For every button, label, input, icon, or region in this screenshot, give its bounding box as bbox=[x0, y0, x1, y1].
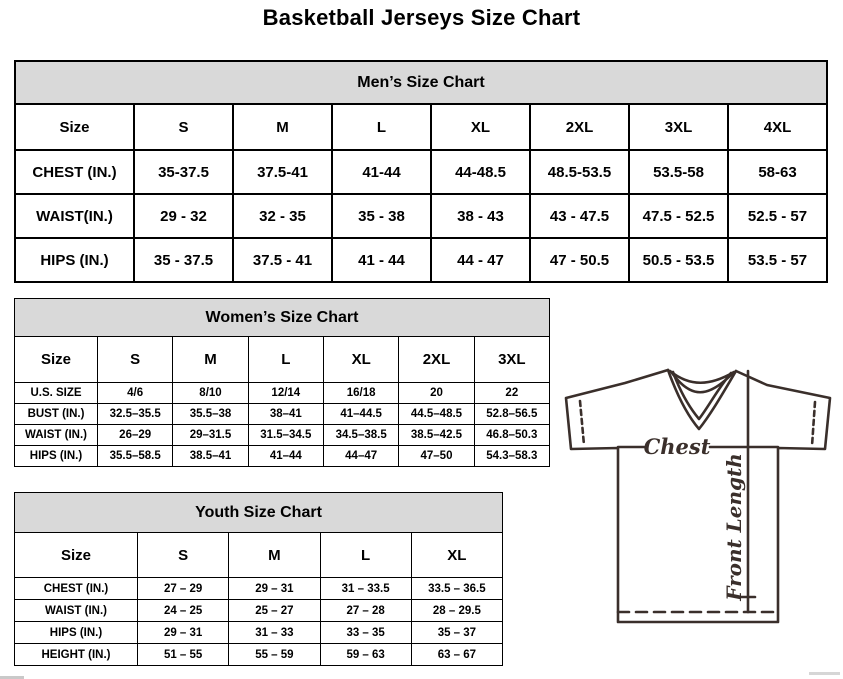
size-value-cell: 54.3–58.3 bbox=[474, 446, 549, 467]
size-value-cell: 33.5 – 36.5 bbox=[411, 578, 502, 600]
jersey-outline bbox=[566, 370, 830, 622]
size-value-cell: 44-48.5 bbox=[431, 150, 530, 194]
table-row bbox=[15, 446, 550, 467]
size-value-cell: 44.5–48.5 bbox=[399, 404, 474, 425]
column-header: XL bbox=[323, 337, 398, 383]
size-value-cell: 31.5–34.5 bbox=[248, 425, 323, 446]
size-value-cell: 8/10 bbox=[173, 383, 248, 404]
size-value-cell: 20 bbox=[399, 383, 474, 404]
size-value-cell: 47.5 - 52.5 bbox=[629, 194, 728, 238]
size-value-cell: 41-44 bbox=[332, 150, 431, 194]
size-value-cell: 29–31.5 bbox=[173, 425, 248, 446]
womens-size-table bbox=[14, 298, 550, 467]
column-header: L bbox=[332, 104, 431, 150]
size-value-cell: 41–44.5 bbox=[323, 404, 398, 425]
column-header: M bbox=[173, 337, 248, 383]
size-value-cell: 25 – 27 bbox=[229, 600, 320, 622]
size-value-cell: 51 – 55 bbox=[138, 644, 229, 666]
mens-size-table bbox=[14, 60, 828, 283]
size-value-cell: 52.5 - 57 bbox=[728, 194, 827, 238]
column-header: XL bbox=[411, 533, 502, 578]
size-value-cell: 53.5-58 bbox=[629, 150, 728, 194]
size-value-cell: 29 – 31 bbox=[229, 578, 320, 600]
size-value-cell: 38–41 bbox=[248, 404, 323, 425]
table-row bbox=[15, 622, 503, 644]
size-header-row bbox=[15, 104, 827, 150]
row-label: HEIGHT (IN.) bbox=[15, 644, 138, 666]
size-value-cell: 35-37.5 bbox=[134, 150, 233, 194]
size-value-cell: 47–50 bbox=[399, 446, 474, 467]
size-value-cell: 44 - 47 bbox=[431, 238, 530, 282]
size-value-cell: 22 bbox=[474, 383, 549, 404]
size-value-cell: 35.5–58.5 bbox=[98, 446, 173, 467]
column-header: 2XL bbox=[399, 337, 474, 383]
row-label: WAIST (IN.) bbox=[15, 600, 138, 622]
column-header: M bbox=[229, 533, 320, 578]
row-label: CHEST (IN.) bbox=[15, 578, 138, 600]
size-value-cell: 35 - 37.5 bbox=[134, 238, 233, 282]
size-value-cell: 41–44 bbox=[248, 446, 323, 467]
size-value-cell: 47 - 50.5 bbox=[530, 238, 629, 282]
column-header: L bbox=[320, 533, 411, 578]
size-value-cell: 44–47 bbox=[323, 446, 398, 467]
chest-label: Chest bbox=[643, 434, 711, 459]
left-cuff-dashed-seam bbox=[580, 401, 584, 445]
table-title-row bbox=[15, 61, 827, 104]
size-value-cell: 41 - 44 bbox=[332, 238, 431, 282]
table-row bbox=[15, 600, 503, 622]
size-value-cell: 53.5 - 57 bbox=[728, 238, 827, 282]
size-value-cell: 31 – 33.5 bbox=[320, 578, 411, 600]
column-header: 3XL bbox=[629, 104, 728, 150]
size-value-cell: 46.8–50.3 bbox=[474, 425, 549, 446]
size-value-cell: 16/18 bbox=[323, 383, 398, 404]
row-label: HIPS (IN.) bbox=[15, 446, 98, 467]
size-value-cell: 55 – 59 bbox=[229, 644, 320, 666]
size-value-cell: 26–29 bbox=[98, 425, 173, 446]
table-title-row bbox=[15, 299, 550, 337]
table-row bbox=[15, 238, 827, 282]
column-header: Size bbox=[15, 337, 98, 383]
table-row bbox=[15, 644, 503, 666]
table-row bbox=[15, 578, 503, 600]
table-row bbox=[15, 150, 827, 194]
size-value-cell: 37.5-41 bbox=[233, 150, 332, 194]
size-value-cell: 52.8–56.5 bbox=[474, 404, 549, 425]
size-value-cell: 27 – 29 bbox=[138, 578, 229, 600]
right-cuff-dashed-seam bbox=[812, 402, 815, 446]
size-value-cell: 24 – 25 bbox=[138, 600, 229, 622]
size-value-cell: 58-63 bbox=[728, 150, 827, 194]
size-value-cell: 63 – 67 bbox=[411, 644, 502, 666]
column-header: XL bbox=[431, 104, 530, 150]
row-label: WAIST(IN.) bbox=[15, 194, 134, 238]
size-value-cell: 38.5–41 bbox=[173, 446, 248, 467]
table-title-row bbox=[15, 493, 503, 533]
size-value-cell: 12/14 bbox=[248, 383, 323, 404]
size-value-cell: 48.5-53.5 bbox=[530, 150, 629, 194]
size-header-row bbox=[15, 337, 550, 383]
column-header: 2XL bbox=[530, 104, 629, 150]
size-value-cell: 32 - 35 bbox=[233, 194, 332, 238]
column-header: S bbox=[138, 533, 229, 578]
youth-size-table bbox=[14, 492, 503, 666]
size-value-cell: 38.5–42.5 bbox=[399, 425, 474, 446]
jersey-measurement-diagram bbox=[558, 365, 840, 635]
table-row bbox=[15, 383, 550, 404]
size-value-cell: 4/6 bbox=[98, 383, 173, 404]
size-value-cell: 38 - 43 bbox=[431, 194, 530, 238]
size-value-cell: 32.5–35.5 bbox=[98, 404, 173, 425]
column-header: 4XL bbox=[728, 104, 827, 150]
size-value-cell: 27 – 28 bbox=[320, 600, 411, 622]
size-value-cell: 35 - 38 bbox=[332, 194, 431, 238]
front-length-label: Front Length bbox=[722, 453, 746, 601]
table-row bbox=[15, 425, 550, 446]
column-header: S bbox=[98, 337, 173, 383]
table-row bbox=[15, 194, 827, 238]
column-header: M bbox=[233, 104, 332, 150]
table-row bbox=[15, 404, 550, 425]
size-value-cell: 50.5 - 53.5 bbox=[629, 238, 728, 282]
size-value-cell: 31 – 33 bbox=[229, 622, 320, 644]
row-label: CHEST (IN.) bbox=[15, 150, 134, 194]
size-header-row bbox=[15, 533, 503, 578]
womens-chart-title: Women’s Size Chart bbox=[15, 299, 550, 337]
size-value-cell: 28 – 29.5 bbox=[411, 600, 502, 622]
row-label: BUST (IN.) bbox=[15, 404, 98, 425]
size-value-cell: 29 - 32 bbox=[134, 194, 233, 238]
size-value-cell: 29 – 31 bbox=[138, 622, 229, 644]
column-header: S bbox=[134, 104, 233, 150]
column-header: 3XL bbox=[474, 337, 549, 383]
size-value-cell: 35 – 37 bbox=[411, 622, 502, 644]
mens-chart-title: Men’s Size Chart bbox=[15, 61, 827, 104]
row-label: U.S. SIZE bbox=[15, 383, 98, 404]
column-header: L bbox=[248, 337, 323, 383]
row-label: WAIST (IN.) bbox=[15, 425, 98, 446]
size-value-cell: 34.5–38.5 bbox=[323, 425, 398, 446]
youth-chart-title: Youth Size Chart bbox=[15, 493, 503, 533]
column-header: Size bbox=[15, 104, 134, 150]
scrollbar-fragment-right bbox=[809, 672, 840, 675]
row-label: HIPS (IN.) bbox=[15, 622, 138, 644]
size-value-cell: 37.5 - 41 bbox=[233, 238, 332, 282]
size-value-cell: 43 - 47.5 bbox=[530, 194, 629, 238]
page-title: Basketball Jerseys Size Chart bbox=[262, 5, 581, 30]
size-value-cell: 33 – 35 bbox=[320, 622, 411, 644]
column-header: Size bbox=[15, 533, 138, 578]
row-label: HIPS (IN.) bbox=[15, 238, 134, 282]
size-value-cell: 59 – 63 bbox=[320, 644, 411, 666]
size-value-cell: 35.5–38 bbox=[173, 404, 248, 425]
